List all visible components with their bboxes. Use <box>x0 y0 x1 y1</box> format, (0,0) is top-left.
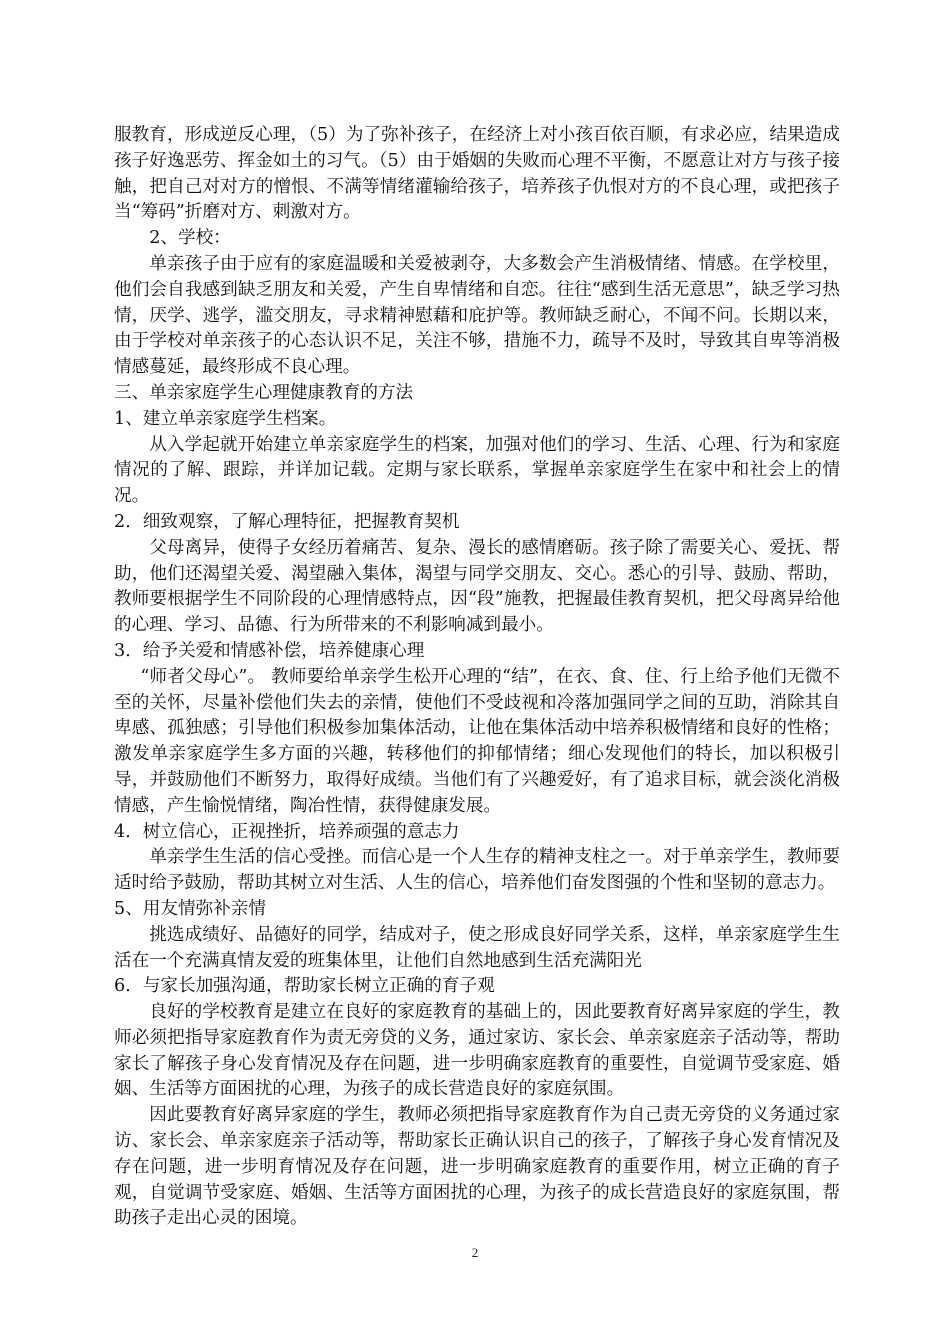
method-heading-1: 1、建立单亲家庭学生档案。 <box>114 408 337 429</box>
section-heading-methods: 三、单亲家庭学生心理健康教育的方法 <box>114 382 414 403</box>
method-paragraph-3: “师者父母心”。 教师要给单亲学生松开心理的“结”，在衣、食、住、行上给予他们无微不至的关怀，尽量补偿他们失去的亲情，使他们不受歧视和冷落加强同学之间的互助，消除其自卑感、孤独感；引导他们积极参加集体活动，让他在集体活动中培养积极情绪和良好的性格；激发单亲家庭学生多方面的兴趣，转移他们的抑郁情绪；细心发现他们的特长，加以积极引导，并鼓励他们不断努力，取得好成绩。当他们有了兴趣爱好，有了追求目标，就会淡化消极情感，产生愉悦情绪，陶冶性情，获得健康发展。 <box>114 666 840 816</box>
method-paragraph-6: 良好的学校教育是建立在良好的家庭教育的基础上的，因此要教育好离异家庭的学生，教师必须把指导家庭教育作为责无旁贷的义务，通过家访、家长会、单亲家庭亲子活动等，帮助家长了解孩子身心发育情况及存在问题，进一步明确家庭教育的重要性，自觉调节受家庭、婚姻、生活等方面困扰的心理，为孩子的成长营造良好的家庭氛围。 <box>114 1002 840 1100</box>
method-paragraph-1: 从入学起就开始建立单亲家庭学生的档案，加强对他们的学习、生活、心理、行为和家庭情况的了解、跟踪，并详加记载。定期与家长联系，掌握单亲家庭学生在家中和社会上的情况。 <box>114 434 840 507</box>
paragraph-school: 单亲孩子由于应有的家庭温暖和关爱被剥夺，大多数会产生消极情绪、情感。在学校里，他们会自我感到缺乏朋友和关爱，产生自卑情绪和自恋。往往“感到生活无意思”，缺乏学习热情，厌学、逃学，滥交朋友，寻求精神慰藉和庇护等。教师缺乏耐心，不闻不问。长期以来，由于学校对单亲孩子的心态认识不足，关注不够，措施不力，疏导不及时，导致其自卑等消极情感蔓延，最终形成不良心理。 <box>114 253 840 378</box>
method-paragraph-2: 父母离异，使得子女经历着痛苦、复杂、漫长的感情磨砺。孩子除了需要关心、爱抚、帮助，他们还渴望关爱、渴望融入集体，渴望与同学交朋友、交心。悉心的引导、鼓励、帮助，教师要根据学生不同阶段的心理情感特点，因“段”施教，把握最佳教育契机，把父母离异给他的心理、学习、品德、行为所带来的不利影响减到最小。 <box>114 537 840 636</box>
method-heading-5: 5、用友情弥补亲情 <box>114 898 266 919</box>
paragraph-continued: 服教育，形成逆反心理，（5）为了弥补孩子，在经济上对小孩百依百顺，有求必应，结果造成孩子好逸恶劳、挥金如土的习气。（5）由于婚姻的失败而心理不平衡，不愿意让对方与孩子接触，把自己对对方的憎恨、不满等情绪灌输给孩子，培养孩子仇恨对方的不良心理，或把孩子当“筹码”折磨对方、刺激对方。 <box>114 125 840 223</box>
method-heading-6: 6．与家长加强沟通，帮助家长树立正确的育子观 <box>114 976 495 997</box>
document-body <box>114 123 840 1232</box>
subheading-school: 2、学校： <box>149 228 231 249</box>
method-paragraph-4: 单亲学生生活的信心受挫。而信心是一个人生存的精神支柱之一。对于单亲学生，教师要适时给予鼓励，帮助其树立对生活、人生的信心，培养他们奋发图强的个性和坚韧的意志力。 <box>114 847 840 894</box>
page-number: 2 <box>471 1245 479 1260</box>
closing-paragraph: 因此要教育好离异家庭的学生，教师必须把指导家庭教育作为自己责无旁贷的义务通过家访、家长会、单亲家庭亲子活动等，帮助家长正确认识自己的孩子，了解孩子身心发育情况及存在问题，进一步明育情况及存在问题，进一步明确家庭教育的重要作用，树立正确的育子观，自觉调节受家庭、婚姻、生活等方面困扰的心理，为孩子的成长营造良好的家庭氛围，帮助孩子走出心灵的困境。 <box>114 1105 840 1229</box>
method-heading-2: 2．细致观察，了解心理特征，把握教育契机 <box>114 511 460 532</box>
method-heading-4: 4．树立信心，正视挫折，培养顽强的意志力 <box>114 821 460 842</box>
method-paragraph-5: 挑选成绩好、品德好的同学，结成对子，使之形成良好同学关系，这样，单亲家庭学生生活在一个充满真情友爱的班集体里，让他们自然地感到生活充满阳光 <box>114 924 840 971</box>
method-heading-3: 3．给予关爱和情感补偿，培养健康心理 <box>114 640 425 661</box>
